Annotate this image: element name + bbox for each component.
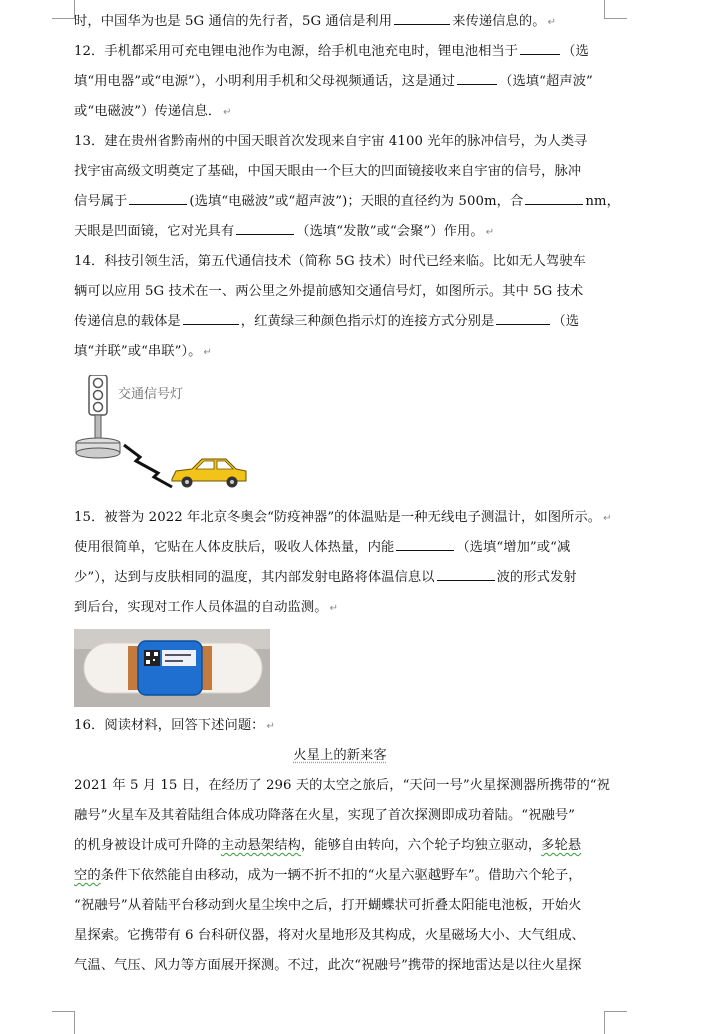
text-line [74, 7, 606, 37]
text: 使用很简单，它贴在人体皮肤后，吸收人体热量，内能 [74, 540, 395, 555]
question-12 [74, 37, 606, 67]
thermometer-patch-photo [74, 623, 606, 711]
passage-title [74, 741, 606, 771]
paragraph-mark: ↵ [329, 603, 339, 614]
text-line [74, 593, 606, 623]
answer-blank[interactable] [394, 12, 450, 25]
text: 主动悬架结构 [220, 838, 301, 853]
passage-line [74, 921, 606, 951]
car-icon [172, 459, 246, 488]
traffic-light-pole [95, 415, 101, 441]
text: 13．建在贵州省黔南州的中国天眼首次发现来自宇宙 4100 光年的脉冲信号，为人类寻 [74, 134, 588, 149]
passage-line [74, 771, 610, 801]
text-line [74, 67, 606, 97]
document-body [74, 7, 620, 981]
answer-blank[interactable] [236, 222, 294, 235]
text: “祝融号”从着陆平台移动到火星尘埃中之后，打开蝴蝶状可折叠太阳能电池板，开始火 [74, 898, 582, 913]
traffic-light-figure [74, 367, 606, 503]
patch-image [74, 629, 270, 707]
crop-mark-bottom-right [604, 1011, 627, 1034]
paragraph-mark: ↵ [266, 721, 275, 732]
passage-line [74, 831, 606, 861]
question-15 [74, 503, 612, 533]
text: 空的 [74, 868, 101, 883]
text-line [74, 157, 606, 187]
text: 辆可以应用 5G 技术在一、两公里之外提前感知交通信号灯，如图所示。其中 5G 技术 [74, 284, 584, 299]
text: 天眼是凹面镜，它对光具有 [74, 224, 235, 239]
answer-blank[interactable] [520, 42, 560, 55]
text-line [74, 307, 606, 337]
text-line [74, 217, 606, 247]
paragraph-mark: ↵ [547, 17, 557, 28]
passage-line [74, 801, 606, 831]
text: 2021 年 5 月 15 日，在经历了 296 天的太空之旅后，“天问一号”火星探测器所携带的“祝 [74, 778, 610, 793]
text: 12．手机都采用可充电锂电池作为电源，给手机电池充电时，锂电池相当于 [74, 44, 519, 59]
signal-lamp [94, 379, 103, 388]
passage-line [74, 861, 606, 891]
text: （选 [552, 314, 580, 329]
text: 或“电磁波”）传递信息． [74, 104, 222, 119]
answer-blank[interactable] [457, 72, 497, 85]
crop-mark-top-left [52, 0, 75, 19]
signal-lamp [94, 403, 103, 412]
answer-blank[interactable] [496, 312, 550, 325]
module-label [162, 650, 196, 666]
traffic-light-base [76, 448, 120, 458]
text: 填“并联”或“串联”）。 [74, 344, 202, 359]
text-line [74, 97, 606, 127]
text: 信号属于 [74, 194, 128, 209]
answer-blank[interactable] [129, 192, 187, 205]
text: 传递信息的载体是 [74, 314, 181, 329]
text-line [74, 337, 606, 367]
paragraph-mark: ↵ [485, 227, 495, 238]
paragraph-mark: ↵ [203, 347, 212, 358]
crop-mark-top-right [604, 0, 627, 19]
sensor-module [138, 641, 202, 695]
text: 14．科技引领生活，第五代通信技术（简称 5G 技术）时代已经来临。比如无人驾驶车 [74, 254, 586, 269]
text-line [74, 277, 606, 307]
question-14 [74, 247, 606, 277]
paragraph-mark: ↵ [223, 107, 232, 118]
text: （选填“发散”或“会聚”）作用。 [296, 224, 484, 239]
text: 16．阅读材料，回答下述问题： [74, 718, 265, 733]
text: ，红黄绿三种颜色指示灯的连接方式分别是 [240, 314, 495, 329]
text: 多轮悬 [541, 838, 582, 853]
text: 融号”火星车及其着陆组合体成功降落在火星，实现了首次探测即成功着陆。“祝融号” [74, 808, 576, 823]
text: （选填“增加”或“减 [456, 540, 571, 555]
paragraph-mark: ↵ [603, 513, 612, 524]
answer-blank[interactable] [396, 538, 454, 551]
text: nm， [585, 194, 620, 209]
text: ，能够自由转向，六个轮子均独立驱动， [300, 838, 542, 853]
text: 少”），达到与皮肤相同的温度，其内部发射电路将体温信息以 [74, 570, 435, 585]
text: 时，中国华为也是 5G 通信的先行者，5G 通信是利用 [74, 14, 393, 29]
text: 星探索。它携带有 6 台科研仪器，将对火星地形及其构成，火星磁场大小、大气组成、 [74, 928, 585, 943]
question-13 [74, 127, 606, 157]
crop-mark-bottom-left [52, 1011, 75, 1034]
text: 波的形式发射 [496, 570, 577, 585]
signal-lamp [94, 391, 103, 400]
text: (选填“电磁波”或“超声波”)；天眼的直径约为 500m，合 [189, 194, 524, 209]
title-text: 火星上的新来客 [293, 748, 387, 763]
figure-label: 交通信号灯 [118, 387, 184, 402]
text: 填“用电器”或“电源”），小明利用手机和父母视频通话，这是通过 [74, 74, 456, 89]
text-line [74, 187, 620, 217]
text: 气温、气压、风力等方面展开探测。不过，此次“祝融号”携带的探地雷达是以往火星探 [74, 958, 582, 973]
passage-line [74, 891, 606, 921]
text: 找宇宙高级文明奠定了基础，中国天眼由一个巨大的凹面镜接收来自宇宙的信号，脉冲 [74, 164, 582, 179]
question-16 [74, 711, 606, 741]
text: （选填“超声波” [499, 74, 593, 89]
answer-blank[interactable] [183, 312, 239, 325]
text: 来传递信息的。 [452, 14, 546, 29]
passage-line [74, 951, 606, 981]
text: （选 [562, 44, 589, 59]
text-line [74, 563, 606, 593]
answer-blank[interactable] [437, 568, 495, 581]
text: 到后台，实现对工作人员体温的自动监测。 [74, 600, 328, 615]
text: 的机身被设计成可升降的 [74, 838, 221, 853]
text-line [74, 533, 606, 563]
text: 15．被誉为 2022 年北京冬奥会“防疫神器”的体温贴是一种无线电子测温计，如图所示。 [74, 510, 602, 525]
signal-wave [124, 445, 172, 487]
text: 条件下依然能自由移动，成为一辆不折不扣的“火星六驱越野车”。借助六个轮子， [100, 868, 582, 883]
answer-blank[interactable] [525, 192, 583, 205]
